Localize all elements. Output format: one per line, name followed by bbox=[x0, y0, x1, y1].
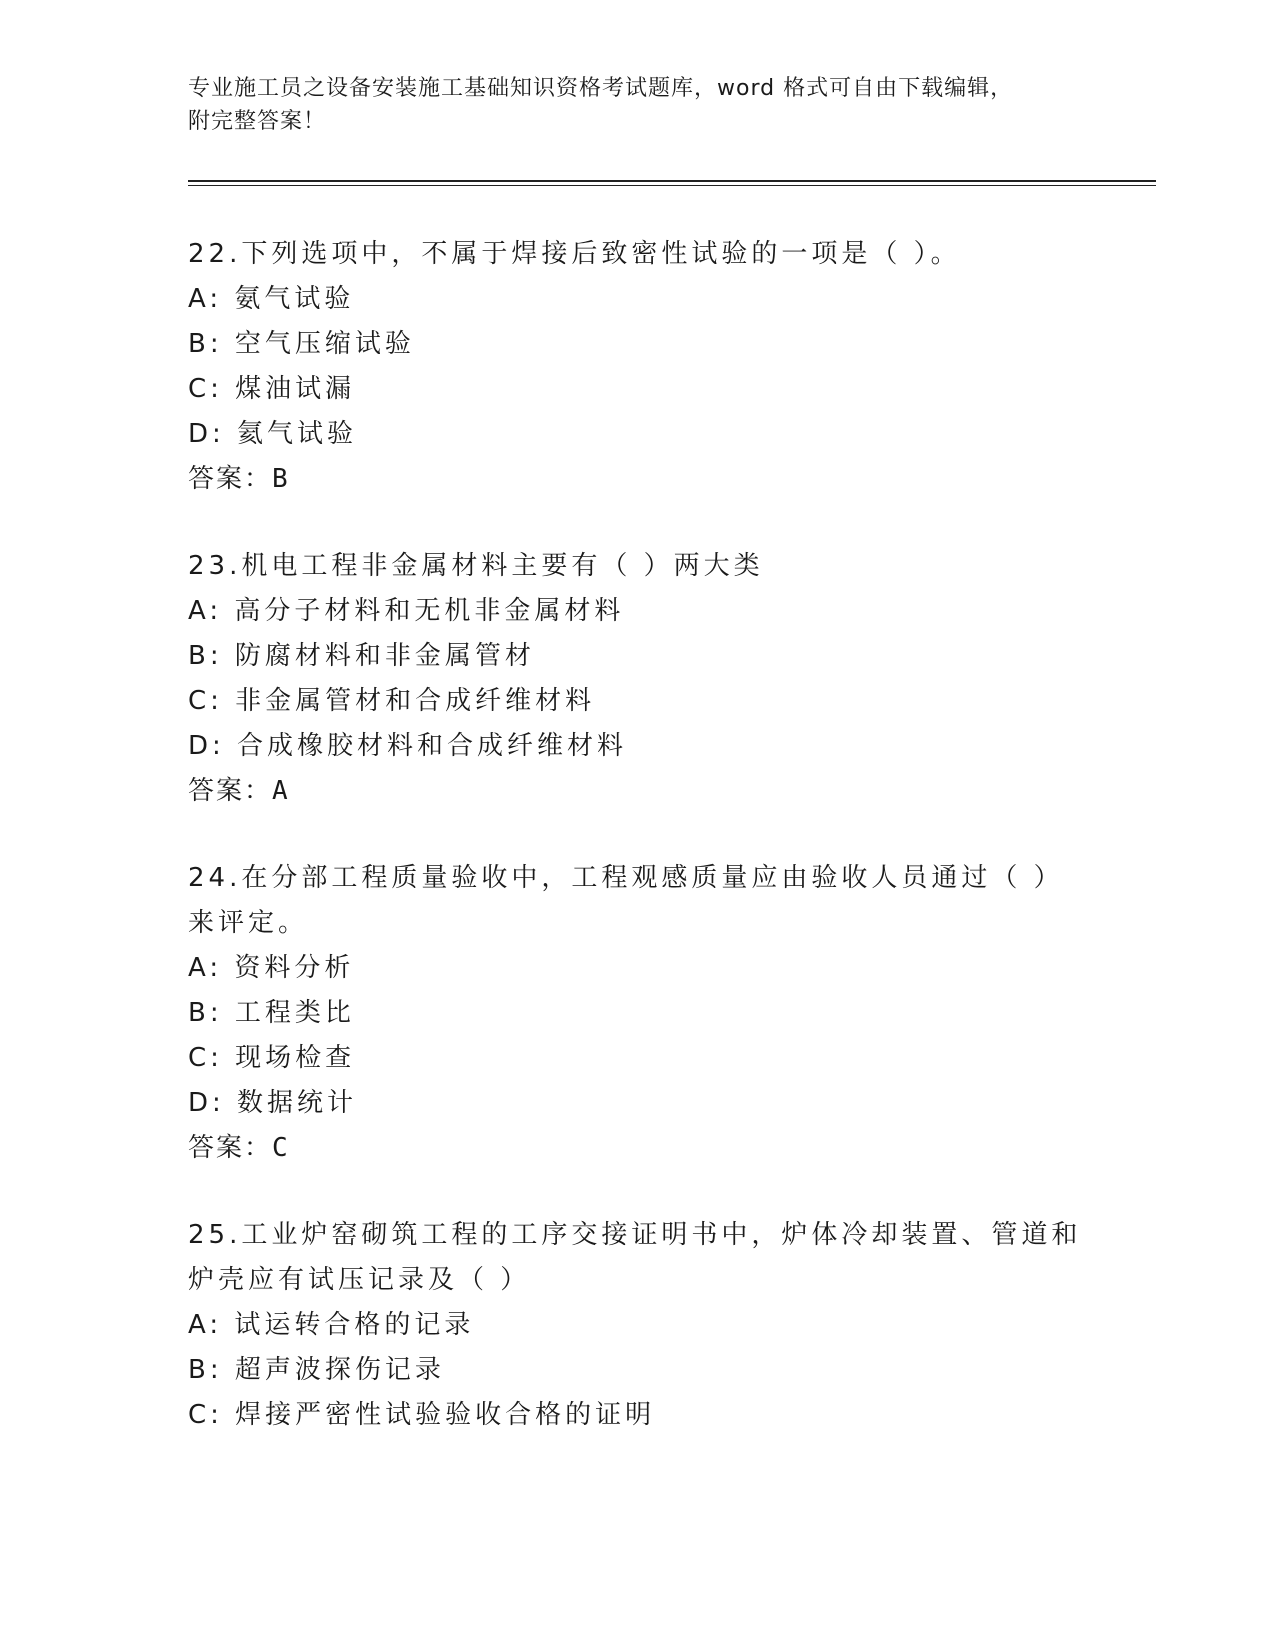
option-c: C: 现场检查 bbox=[188, 1043, 356, 1073]
header-line-1: 专业施工员之设备安装施工基础知识资格考试题库，word 格式可自由下载编辑， bbox=[188, 76, 1014, 101]
option-c: C: 煤油试漏 bbox=[188, 374, 356, 404]
question-25 bbox=[188, 1213, 1088, 1438]
answer-line bbox=[188, 1126, 1088, 1171]
answer-value: C bbox=[272, 1133, 288, 1163]
option-d: D: 合成橡胶材料和合成纤维材料 bbox=[188, 731, 628, 761]
header-line-2: 附完整答案！ bbox=[188, 109, 327, 134]
header-divider-thin bbox=[188, 185, 1156, 186]
document-header bbox=[188, 72, 1068, 138]
option-a: A: 资料分析 bbox=[188, 953, 355, 983]
question-stem: 25.工业炉窑砌筑工程的工序交接证明书中，炉体冷却装置、管道和炉壳应有试压记录及（ ） bbox=[188, 1220, 1082, 1295]
answer-line bbox=[188, 457, 1088, 502]
answer-line bbox=[188, 769, 1088, 814]
option-a: A: 高分子材料和无机非金属材料 bbox=[188, 596, 625, 626]
answer-value: A bbox=[272, 776, 288, 806]
option-b: B: 工程类比 bbox=[188, 998, 355, 1028]
question-23 bbox=[188, 544, 1088, 814]
option-a: A: 试运转合格的记录 bbox=[188, 1310, 475, 1340]
question-22 bbox=[188, 232, 1088, 502]
question-stem: 22.下列选项中，不属于焊接后致密性试验的一项是（ ）。 bbox=[188, 239, 961, 269]
option-b: B: 空气压缩试验 bbox=[188, 329, 415, 359]
option-b: B: 超声波探伤记录 bbox=[188, 1355, 445, 1385]
option-c: C: 非金属管材和合成纤维材料 bbox=[188, 686, 596, 716]
question-stem: 24.在分部工程质量验收中，工程观感质量应由验收人员通过（ ）来评定。 bbox=[188, 863, 1064, 938]
option-d: D: 数据统计 bbox=[188, 1088, 358, 1118]
header-divider-thick bbox=[188, 180, 1156, 182]
answer-label: 答案： bbox=[188, 776, 273, 806]
option-b: B: 防腐材料和非金属管材 bbox=[188, 641, 535, 671]
option-d: D: 氦气试验 bbox=[188, 419, 358, 449]
answer-value: B bbox=[272, 464, 288, 494]
answer-label: 答案： bbox=[188, 1133, 273, 1163]
question-stem: 23.机电工程非金属材料主要有（ ）两大类 bbox=[188, 551, 764, 581]
option-a: A: 氨气试验 bbox=[188, 284, 355, 314]
question-list bbox=[188, 232, 1088, 1480]
option-c: C: 焊接严密性试验验收合格的证明 bbox=[188, 1400, 656, 1430]
answer-label: 答案： bbox=[188, 464, 273, 494]
question-24 bbox=[188, 856, 1088, 1171]
